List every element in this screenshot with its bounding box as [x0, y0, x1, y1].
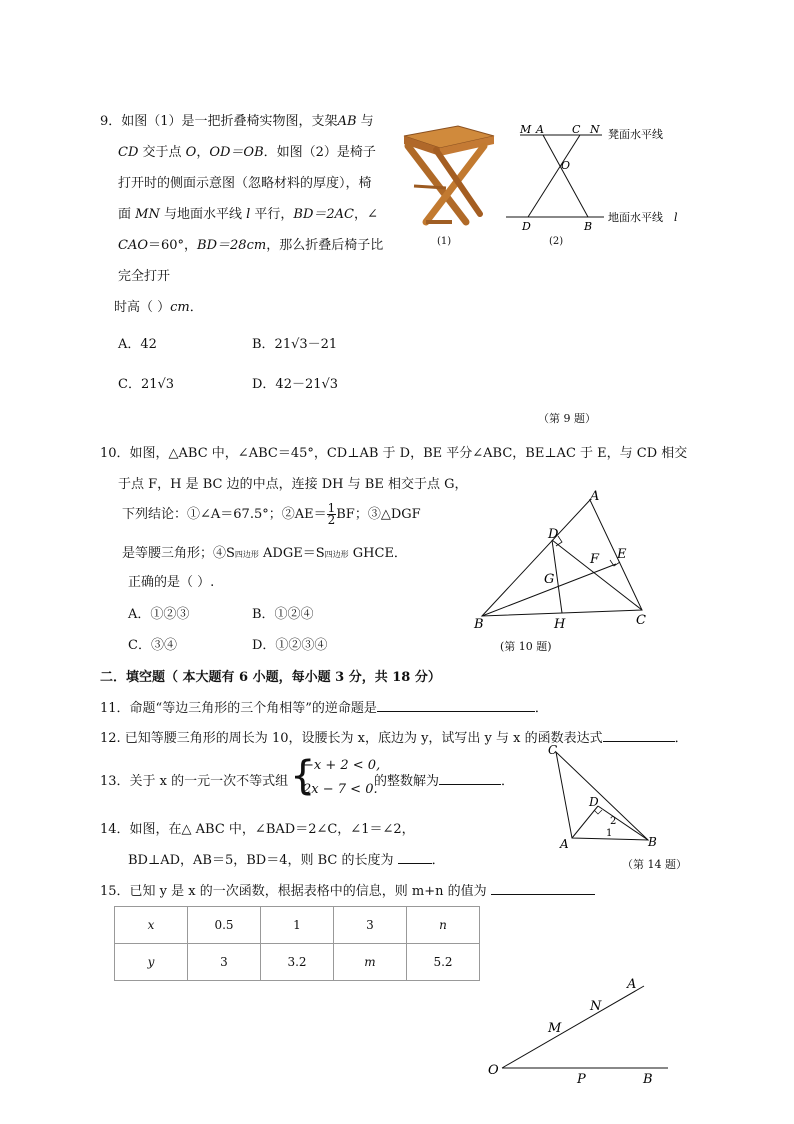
label-d: D — [548, 527, 559, 542]
label-m: M — [548, 1021, 562, 1036]
q13-ineq1: −x + 2 < 0, — [303, 758, 381, 773]
label-o: O — [488, 1063, 499, 1078]
q9-option-b: B．21√3－21 — [252, 337, 338, 352]
label-b: B — [474, 617, 484, 632]
label-o: O — [561, 159, 571, 172]
label-f: F — [590, 552, 600, 567]
q10-line5: 正确的是（ ）. — [128, 575, 215, 590]
q9-line4: 面 MN 与地面水平线 l 平行，BD＝2AC，∠ — [118, 207, 378, 222]
q9-option-a: A．42 — [118, 337, 157, 352]
q9-option-d: D．42－21√3 — [252, 377, 339, 392]
q9-line6: 完全打开 — [118, 269, 171, 284]
q9-line5: CAO＝60°，BD＝28cm，那么折叠后椅子比 — [118, 238, 384, 253]
label-p: P — [577, 1072, 586, 1087]
q13-ineq2: 2x − 7 < 0. — [303, 782, 378, 797]
label-n: N — [590, 123, 600, 136]
label-n: N — [590, 999, 602, 1014]
label-a: A — [560, 837, 569, 851]
label-angle-1: 1 — [606, 828, 613, 839]
q12: 12. 已知等腰三角形的周长为 10，设腰长为 x，底边为 y，试写出 y 与 x 的函数表达式 ． — [100, 731, 688, 746]
label-b: B — [648, 835, 657, 849]
brace: { — [290, 753, 316, 799]
q13-lead: 13．关于 x 的一元一次不等式组 — [100, 774, 289, 789]
fig1-caption: (1) — [437, 236, 452, 247]
q10-caption: (第 10 题) — [500, 640, 552, 653]
label-a: A — [627, 977, 637, 992]
label-angle-2: 2 — [610, 816, 617, 827]
q9-line3: 打开时的侧面示意图（忽略材料的厚度），椅 — [118, 176, 372, 191]
support-ab — [543, 135, 588, 217]
table-cell: 5.2 — [407, 944, 480, 981]
label-b: B — [584, 220, 593, 233]
support-cd — [528, 135, 580, 217]
q10-option-c: C．③④ — [128, 638, 177, 653]
q9-option-c: C．21√3 — [118, 377, 175, 392]
table-cell: y — [115, 944, 188, 981]
fraction-half: $\frac{1}{2}$ — [327, 501, 336, 527]
q10-triangle-figure — [470, 488, 660, 638]
label-g: G — [544, 572, 555, 587]
q10-option-b: B．①②④ — [252, 607, 314, 622]
q10-line4: 是等腰三角形；④S四边形 ADGE＝S四边形 GHCE． — [122, 546, 407, 561]
q10-option-a: A．①②③ — [128, 607, 190, 622]
q14-line2: BD⊥AD，AB＝5，BD＝4，则 BC 的长度为 ． — [128, 853, 445, 868]
section-title: 二．填空题（ 本大题有 6 小题，每小题 3 分，共 18 分） — [100, 670, 441, 685]
label-a: A — [536, 123, 544, 136]
q9-caption: （第 9 题） — [538, 412, 596, 425]
label-b: B — [643, 1072, 653, 1087]
label-l: l — [674, 211, 678, 224]
q9-line1: 9．如图（1）是一把折叠椅实物图，支架AB 与 — [100, 114, 374, 129]
table-cell: 3.2 — [261, 944, 334, 981]
label-a: A — [590, 489, 600, 504]
table-cell: 3 — [188, 944, 261, 981]
q10-line2: 于点 F，H 是 BC 边的中点，连接 DH 与 BE 相交于点 G， — [118, 477, 468, 492]
label-m: M — [520, 123, 532, 136]
q15-text: 15．已知 y 是 x 的一次函数，根据表格中的信息，则 m+n 的值为 — [100, 880, 595, 899]
q13-tail: 的整数解为 ． — [374, 774, 515, 789]
q15-table — [114, 906, 480, 981]
q14-triangle-abc — [548, 740, 690, 852]
q11: 11．命题“等边三角形的三个角相等”的逆命题是 ． — [100, 701, 548, 716]
label-d: D — [522, 220, 531, 233]
table-cell: x — [115, 907, 188, 944]
table-row — [115, 944, 480, 981]
label-d: D — [589, 795, 599, 809]
q14-caption: （第 14 题） — [622, 858, 687, 871]
label-seat: 凳面水平线 — [608, 128, 663, 141]
folding-stool-image — [396, 122, 496, 232]
q9-figure-2 — [500, 118, 700, 258]
table-cell: m — [334, 944, 407, 981]
label-c: C — [636, 613, 646, 628]
fig2-caption: (2) — [549, 236, 564, 247]
q10-line3: 下列结论：①∠A＝67.5°；②AE＝ $\frac{1}{2}$ BF；③△DGF — [122, 501, 421, 527]
q9-line7: 时高（ ）cm． — [114, 300, 203, 315]
label-c: C — [548, 743, 558, 757]
segment-cd — [552, 540, 642, 610]
ray-oa — [502, 986, 644, 1068]
table-cell: n — [407, 907, 480, 944]
q9-line2: CD 交于点 O，OD＝OB．如图（2）是椅子 — [118, 145, 376, 160]
table-cell: 1 — [261, 907, 334, 944]
table-cell: 0.5 — [188, 907, 261, 944]
label-h: H — [554, 617, 566, 632]
label-c: C — [572, 123, 581, 136]
angle-figure — [484, 976, 684, 1088]
q14-line1: 14．如图，在△ ABC 中，∠BAD＝2∠C，∠1＝∠2， — [100, 822, 415, 837]
q10-option-d: D．①②③④ — [252, 638, 328, 653]
table-row — [115, 907, 480, 944]
table-cell: 3 — [334, 907, 407, 944]
label-ground: 地面水平线 — [608, 211, 663, 224]
q10-line1: 10．如图，△ABC 中，∠ABC＝45°，CD⊥AB 于 D，BE 平分∠ABC，BE⊥AC 于 E，与 CD 相交 — [100, 446, 688, 461]
label-e: E — [617, 547, 627, 562]
